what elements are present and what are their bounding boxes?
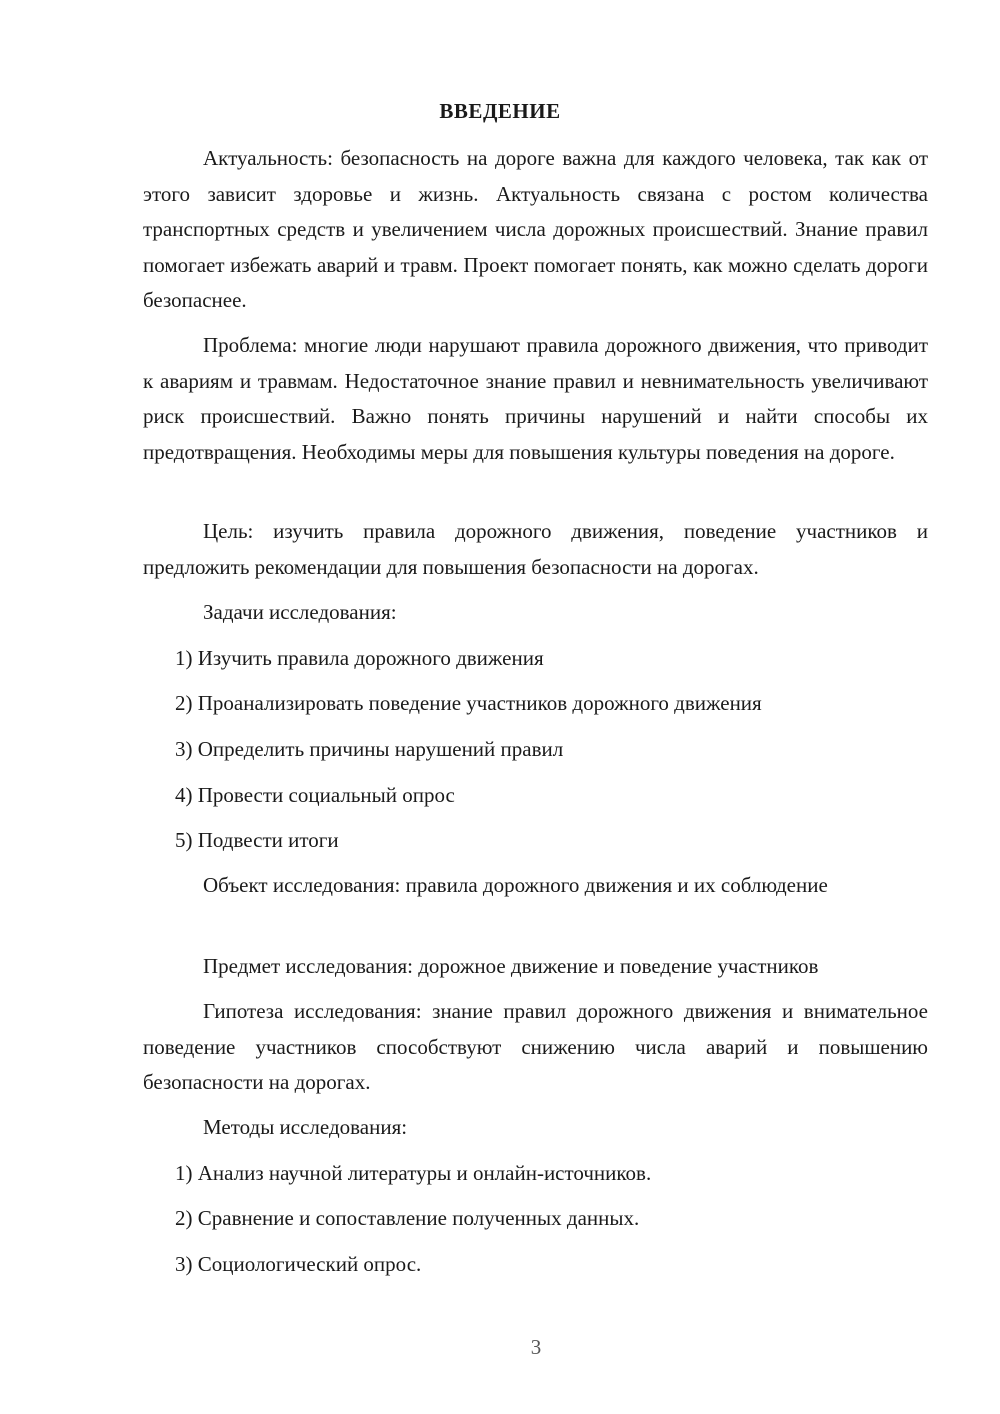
relevance-text: Актуальность: безопасность на дороге важна для каждого человека, так как от этого зависит здоровье и жизнь. Актуальность связана с ростом количества транспортных средств и увеличением числа дорожных происшествий. Знание правил помогает избежать аварий и травм. Проект помогает понять, как можно сделать дороги безопаснее. — [143, 146, 928, 312]
method-item: 1) Анализ научной литературы и онлайн-источников. — [175, 1161, 652, 1185]
task-item: 3) Определить причины нарушений правил — [175, 737, 564, 761]
task-item: 4) Провести социальный опрос — [175, 783, 455, 807]
relevance-paragraph — [143, 141, 928, 319]
task-item: 5) Подвести итоги — [175, 828, 339, 852]
method-item: 2) Сравнение и сопоставление полученных данных. — [175, 1206, 640, 1230]
goal-paragraph — [143, 514, 928, 585]
hypothesis-paragraph — [143, 994, 928, 1101]
object-text: Объект исследования: правила дорожного движения и их соблюдение — [203, 873, 828, 897]
task-item: 2) Проанализировать поведение участников дорожного движения — [175, 691, 762, 715]
task-item: 1) Изучить правила дорожного движения — [175, 646, 544, 670]
methods-heading: Методы исследования: — [203, 1115, 408, 1139]
hypothesis-text: Гипотеза исследования: знание правил дорожного движения и внимательное поведение участников способствуют снижению числа аварий и повышению безопасности на дорогах. — [143, 999, 928, 1094]
problem-paragraph — [143, 328, 928, 470]
goal-text: Цель: изучить правила дорожного движения, поведение участников и предложить рекомендации для повышения безопасности на дорогах. — [143, 519, 928, 579]
problem-text: Проблема: многие люди нарушают правила дорожного движения, что приводит к авариям и травмам. Недостаточное знание правил и невнимательность увеличивают риск происшествий. Важно понять причины нарушений и найти способы их предотвращения. Необходимы меры для повышения культуры поведения на дороге. — [143, 333, 928, 464]
object-paragraph — [143, 868, 928, 904]
method-item: 3) Социологический опрос. — [175, 1252, 422, 1276]
page-number: 3 — [530, 1335, 542, 1359]
page-title: ВВЕДЕНИЕ — [439, 99, 561, 123]
tasks-heading: Задачи исследования: — [203, 600, 397, 624]
subject-text: Предмет исследования: дорожное движение и поведение участников — [203, 954, 819, 978]
